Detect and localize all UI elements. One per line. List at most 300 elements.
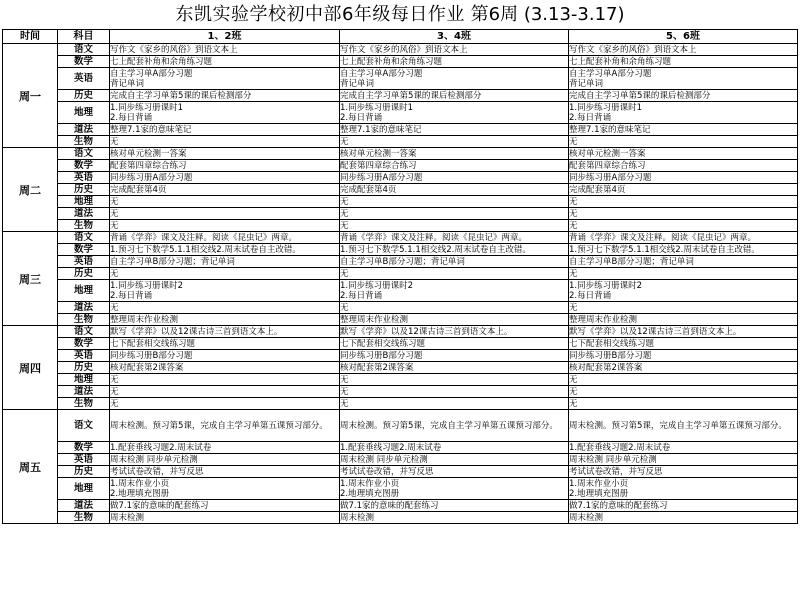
homework-text: 1.配套垂线习题2.周末试卷: [340, 442, 442, 453]
homework-cell-class-1-2: [110, 398, 340, 410]
homework-cell-class-3-4: [340, 442, 569, 454]
homework-cell-class-3-4: [340, 500, 569, 512]
homework-text: 无: [340, 220, 349, 231]
day-label: 周三: [3, 232, 58, 326]
subject-label: 生物: [58, 512, 110, 524]
table-row: [3, 184, 798, 196]
homework-cell-class-1-2: [110, 302, 340, 314]
table-row: [3, 362, 798, 374]
homework-cell-class-1-2: [110, 148, 340, 160]
homework-cell-class-1-2: [110, 56, 340, 68]
homework-text: 1.预习七下数学5.1.1相交线2.周末试卷自主改错。: [340, 244, 531, 255]
homework-cell-class-5-6: [569, 478, 798, 500]
subject-label: 数学: [58, 338, 110, 350]
table-row: [3, 512, 798, 524]
homework-cell-class-5-6: [569, 302, 798, 314]
homework-cell-class-3-4: [340, 160, 569, 172]
table-row: [3, 196, 798, 208]
table-row: [3, 68, 798, 90]
homework-text: 无: [569, 398, 578, 409]
homework-cell-class-1-2: [110, 184, 340, 196]
homework-cell-class-1-2: [110, 326, 340, 338]
homework-text: 七上配套补角和余角练习题: [340, 56, 443, 67]
day-label: 周二: [3, 148, 58, 232]
homework-cell-class-3-4: [340, 410, 569, 442]
homework-cell-class-3-4: [340, 350, 569, 362]
homework-text: 1.预习七下数学5.1.1相交线2.周末试卷自主改错。: [110, 244, 301, 255]
homework-text: 无: [110, 386, 119, 397]
homework-cell-class-5-6: [569, 326, 798, 338]
homework-text: 默写《学弈》以及12课古诗三首到语文本上。: [569, 326, 742, 337]
homework-text: 同步练习册B部分习题: [569, 350, 652, 361]
homework-text: 整理7.1家的意味笔记: [569, 124, 651, 135]
subject-label: 语文: [58, 44, 110, 56]
homework-text: 做7.1家的意味的配套练习: [110, 500, 209, 511]
homework-table: [2, 29, 798, 524]
homework-cell-class-3-4: [340, 268, 569, 280]
header-class-1-2: 1、2班: [110, 30, 340, 44]
homework-text: 同步练习册A部分习题: [569, 172, 652, 183]
homework-cell-class-5-6: [569, 220, 798, 232]
homework-text: 完成配套第4页: [110, 184, 167, 195]
subject-label: 历史: [58, 268, 110, 280]
homework-cell-class-3-4: [340, 302, 569, 314]
homework-cell-class-5-6: [569, 442, 798, 454]
homework-text: 2.每日背诵: [110, 112, 153, 123]
homework-cell-class-5-6: [569, 136, 798, 148]
homework-cell-class-5-6: [569, 386, 798, 398]
homework-cell-class-5-6: [569, 338, 798, 350]
title-range: (3.13-3.17): [523, 4, 625, 25]
homework-cell-class-3-4: [340, 362, 569, 374]
subject-label: 语文: [58, 410, 110, 442]
homework-text: 背记单词: [569, 78, 604, 89]
homework-cell-class-3-4: [340, 184, 569, 196]
homework-cell-class-1-2: [110, 362, 340, 374]
table-row: [3, 326, 798, 338]
subject-label: 数学: [58, 56, 110, 68]
subject-label: 英语: [58, 454, 110, 466]
homework-text: 背诵《学弈》课文及注释。阅读《昆虫记》两章。: [110, 232, 298, 243]
homework-cell-class-1-2: [110, 160, 340, 172]
subject-label: 道法: [58, 500, 110, 512]
header-row: [3, 30, 798, 44]
homework-cell-class-1-2: [110, 350, 340, 362]
homework-text: 1.同步练习册课时1: [110, 102, 184, 113]
homework-text: 七上配套补角和余角练习题: [569, 56, 672, 67]
homework-text: 考试试卷改错，并写反思: [110, 466, 204, 477]
homework-cell-class-1-2: [110, 386, 340, 398]
homework-cell-class-3-4: [340, 148, 569, 160]
homework-cell-class-3-4: [340, 478, 569, 500]
homework-text: 背记单词: [110, 78, 145, 89]
table-row: [3, 160, 798, 172]
homework-cell-class-1-2: [110, 454, 340, 466]
homework-cell-class-1-2: [110, 512, 340, 524]
header-class-5-6: 5、6班: [569, 30, 798, 44]
homework-cell-class-3-4: [340, 280, 569, 302]
header-subject: 科目: [58, 30, 110, 44]
homework-text: 七下配套相交线练习题: [569, 338, 655, 349]
homework-text: 同步练习册B部分习题: [110, 350, 193, 361]
table-row: [3, 410, 798, 442]
homework-text: 无: [110, 208, 119, 219]
homework-text: 完成配套第4页: [569, 184, 626, 195]
subject-label: 历史: [58, 184, 110, 196]
subject-label: 地理: [58, 374, 110, 386]
homework-text: 核对单元检测一答案: [110, 148, 187, 159]
homework-text: 周末检测: [110, 512, 145, 523]
homework-text: 1.配套垂线习题2.周末试卷: [110, 442, 212, 453]
homework-text: 同步练习册A部分习题: [110, 172, 193, 183]
homework-text: 2.地理填充图册: [110, 488, 170, 499]
homework-cell-class-3-4: [340, 512, 569, 524]
subject-label: 数学: [58, 160, 110, 172]
homework-cell-class-5-6: [569, 68, 798, 90]
homework-cell-class-1-2: [110, 220, 340, 232]
table-row: [3, 398, 798, 410]
homework-text: 2.地理填充图册: [340, 488, 400, 499]
homework-cell-class-3-4: [340, 398, 569, 410]
homework-cell-class-3-4: [340, 314, 569, 326]
subject-label: 数学: [58, 442, 110, 454]
homework-text: 整理7.1家的意味笔记: [110, 124, 192, 135]
homework-cell-class-3-4: [340, 386, 569, 398]
homework-text: 背诵《学弈》课文及注释。阅读《昆虫记》两章。: [569, 232, 757, 243]
homework-text: 核对配套第2课答案: [110, 362, 184, 373]
homework-text: 1.周末作业小页: [569, 478, 629, 489]
homework-text: 同步练习册B部分习题: [340, 350, 423, 361]
homework-cell-class-3-4: [340, 124, 569, 136]
subject-label: 英语: [58, 172, 110, 184]
homework-text: 无: [569, 220, 578, 231]
table-row: [3, 124, 798, 136]
homework-text: 2.每日背诵: [340, 112, 383, 123]
subject-label: 英语: [58, 350, 110, 362]
header-time: 时间: [3, 30, 58, 44]
homework-text: 周末检测。预习第5课，完成自主学习单第五课预习部分。: [340, 420, 558, 431]
homework-text: 核对单元检测一答案: [569, 148, 646, 159]
homework-text: 无: [569, 374, 578, 385]
table-row: [3, 208, 798, 220]
subject-label: 历史: [58, 90, 110, 102]
homework-text: 2.地理填充图册: [569, 488, 629, 499]
homework-cell-class-1-2: [110, 208, 340, 220]
table-row: [3, 220, 798, 232]
homework-text: 配套第四章综合练习: [110, 160, 187, 171]
homework-cell-class-3-4: [340, 56, 569, 68]
table-row: [3, 90, 798, 102]
table-row: [3, 466, 798, 478]
homework-text: 无: [110, 268, 119, 279]
subject-label: 语文: [58, 232, 110, 244]
title-week: 第6周: [470, 4, 519, 25]
homework-text: 1.预习七下数学5.1.1相交线2.周末试卷自主改错。: [569, 244, 760, 255]
subject-label: 地理: [58, 478, 110, 500]
homework-text: 自主学习单A部分习题: [340, 68, 423, 79]
table-row: [3, 386, 798, 398]
table-row: [3, 500, 798, 512]
homework-cell-class-3-4: [340, 338, 569, 350]
table-row: [3, 102, 798, 124]
homework-text: 考试试卷改错，并写反思: [340, 466, 434, 477]
homework-cell-class-3-4: [340, 196, 569, 208]
homework-text: 写作文《家乡的风俗》到语文本上: [569, 44, 697, 55]
homework-cell-class-1-2: [110, 500, 340, 512]
homework-cell-class-3-4: [340, 244, 569, 256]
homework-text: 无: [340, 196, 349, 207]
homework-cell-class-5-6: [569, 44, 798, 56]
subject-label: 道法: [58, 386, 110, 398]
subject-label: 地理: [58, 280, 110, 302]
table-row: [3, 136, 798, 148]
subject-label: 历史: [58, 466, 110, 478]
homework-cell-class-3-4: [340, 172, 569, 184]
homework-cell-class-5-6: [569, 256, 798, 268]
homework-text: 整理周末作业检测: [110, 314, 179, 325]
subject-label: 英语: [58, 68, 110, 90]
homework-cell-class-5-6: [569, 208, 798, 220]
homework-text: 七下配套相交线练习题: [340, 338, 426, 349]
table-row: [3, 280, 798, 302]
homework-cell-class-1-2: [110, 280, 340, 302]
homework-cell-class-1-2: [110, 442, 340, 454]
homework-text: 自主学习单B部分习题；背记单词: [110, 256, 235, 267]
homework-text: 周末检测: [340, 512, 375, 523]
homework-text: 周末检测 同步单元检测: [340, 454, 428, 465]
subject-label: 英语: [58, 256, 110, 268]
homework-cell-class-1-2: [110, 172, 340, 184]
subject-label: 语文: [58, 148, 110, 160]
homework-cell-class-3-4: [340, 208, 569, 220]
homework-cell-class-1-2: [110, 102, 340, 124]
table-row: [3, 256, 798, 268]
table-row: [3, 232, 798, 244]
homework-cell-class-5-6: [569, 512, 798, 524]
homework-cell-class-5-6: [569, 102, 798, 124]
homework-text: 默写《学弈》以及12课古诗三首到语文本上。: [340, 326, 513, 337]
homework-text: 同步练习册A部分习题: [340, 172, 423, 183]
table-row: [3, 244, 798, 256]
homework-text: 1.周末作业小页: [340, 478, 400, 489]
homework-text: 1.同步练习册课时2: [340, 280, 414, 291]
table-row: [3, 148, 798, 160]
subject-label: 生物: [58, 136, 110, 148]
homework-cell-class-3-4: [340, 454, 569, 466]
homework-text: 自主学习单A部分习题: [110, 68, 193, 79]
homework-cell-class-5-6: [569, 184, 798, 196]
homework-text: 核对单元检测一答案: [340, 148, 417, 159]
homework-cell-class-1-2: [110, 196, 340, 208]
homework-cell-class-5-6: [569, 196, 798, 208]
table-row: [3, 350, 798, 362]
homework-cell-class-1-2: [110, 44, 340, 56]
homework-text: 无: [569, 136, 578, 147]
homework-cell-class-1-2: [110, 374, 340, 386]
homework-text: 无: [340, 302, 349, 313]
homework-text: 核对配套第2课答案: [569, 362, 643, 373]
homework-cell-class-5-6: [569, 56, 798, 68]
homework-cell-class-5-6: [569, 244, 798, 256]
homework-text: 配套第四章综合练习: [340, 160, 417, 171]
homework-text: 写作文《家乡的风俗》到语文本上: [340, 44, 468, 55]
subject-label: 地理: [58, 196, 110, 208]
homework-text: 完成自主学习单第5课的课后检测部分: [110, 90, 252, 101]
homework-text: 无: [569, 268, 578, 279]
homework-text: 做7.1家的意味的配套练习: [340, 500, 439, 511]
homework-text: 无: [340, 136, 349, 147]
homework-text: 配套第四章综合练习: [569, 160, 646, 171]
homework-text: 2.每日背诵: [340, 290, 383, 301]
homework-cell-class-5-6: [569, 398, 798, 410]
subject-label: 道法: [58, 302, 110, 314]
subject-label: 道法: [58, 208, 110, 220]
homework-cell-class-1-2: [110, 90, 340, 102]
homework-cell-class-5-6: [569, 172, 798, 184]
homework-text: 无: [569, 208, 578, 219]
subject-label: 历史: [58, 362, 110, 374]
homework-cell-class-5-6: [569, 410, 798, 442]
homework-cell-class-5-6: [569, 124, 798, 136]
homework-text: 1.同步练习册课时2: [110, 280, 184, 291]
subject-label: 生物: [58, 314, 110, 326]
subject-label: 生物: [58, 398, 110, 410]
homework-text: 周末检测。预习第5课，完成自主学习单第五课预习部分。: [110, 420, 328, 431]
day-label: 周四: [3, 326, 58, 410]
homework-cell-class-1-2: [110, 256, 340, 268]
homework-cell-class-5-6: [569, 454, 798, 466]
homework-cell-class-5-6: [569, 280, 798, 302]
homework-cell-class-3-4: [340, 102, 569, 124]
homework-text: 整理周末作业检测: [569, 314, 638, 325]
homework-text: 无: [110, 302, 119, 313]
homework-cell-class-1-2: [110, 232, 340, 244]
homework-cell-class-3-4: [340, 256, 569, 268]
subject-label: 语文: [58, 326, 110, 338]
homework-cell-class-1-2: [110, 268, 340, 280]
day-label: 周一: [3, 44, 58, 148]
homework-text: 自主学习单A部分习题: [569, 68, 652, 79]
homework-cell-class-5-6: [569, 268, 798, 280]
homework-cell-class-3-4: [340, 232, 569, 244]
homework-cell-class-5-6: [569, 362, 798, 374]
homework-cell-class-5-6: [569, 314, 798, 326]
homework-text: 写作文《家乡的风俗》到语文本上: [110, 44, 238, 55]
table-row: [3, 338, 798, 350]
homework-text: 无: [110, 196, 119, 207]
homework-table-body: [3, 30, 798, 524]
homework-text: 2.每日背诵: [569, 290, 612, 301]
homework-cell-class-1-2: [110, 410, 340, 442]
table-row: [3, 302, 798, 314]
page-title: [0, 0, 800, 29]
homework-text: 做7.1家的意味的配套练习: [569, 500, 668, 511]
day-label: 周五: [3, 410, 58, 524]
homework-text: 完成自主学习单第5课的课后检测部分: [569, 90, 711, 101]
homework-text: 2.每日背诵: [110, 290, 153, 301]
homework-cell-class-3-4: [340, 326, 569, 338]
homework-cell-class-5-6: [569, 500, 798, 512]
homework-cell-class-1-2: [110, 314, 340, 326]
homework-cell-class-1-2: [110, 478, 340, 500]
header-class-3-4: 3、4班: [340, 30, 569, 44]
homework-text: 背诵《学弈》课文及注释。阅读《昆虫记》两章。: [340, 232, 528, 243]
homework-cell-class-3-4: [340, 90, 569, 102]
homework-text: 无: [340, 208, 349, 219]
table-row: [3, 314, 798, 326]
homework-text: 无: [340, 374, 349, 385]
homework-cell-class-1-2: [110, 338, 340, 350]
homework-cell-class-1-2: [110, 136, 340, 148]
homework-text: 完成自主学习单第5课的课后检测部分: [340, 90, 482, 101]
homework-cell-class-5-6: [569, 148, 798, 160]
subject-label: 数学: [58, 244, 110, 256]
homework-text: 周末检测: [569, 512, 604, 523]
homework-text: 周末检测 同步单元检测: [569, 454, 657, 465]
homework-cell-class-3-4: [340, 466, 569, 478]
homework-cell-class-3-4: [340, 68, 569, 90]
homework-text: 1.同步练习册课时1: [340, 102, 414, 113]
homework-cell-class-5-6: [569, 160, 798, 172]
homework-text: 无: [110, 374, 119, 385]
homework-text: 七上配套补角和余角练习题: [110, 56, 213, 67]
title-main: 东凯实验学校初中部6年级每日作业: [175, 4, 465, 25]
homework-cell-class-1-2: [110, 68, 340, 90]
homework-text: 无: [110, 136, 119, 147]
homework-text: 背记单词: [340, 78, 375, 89]
homework-text: 周末检测。预习第5课，完成自主学习单第五课预习部分。: [569, 420, 787, 431]
homework-text: 无: [340, 386, 349, 397]
homework-cell-class-3-4: [340, 374, 569, 386]
homework-text: 无: [110, 220, 119, 231]
homework-cell-class-3-4: [340, 136, 569, 148]
homework-text: 无: [569, 196, 578, 207]
homework-cell-class-1-2: [110, 244, 340, 256]
homework-cell-class-3-4: [340, 44, 569, 56]
table-row: [3, 454, 798, 466]
homework-text: 无: [340, 268, 349, 279]
homework-text: 1.周末作业小页: [110, 478, 170, 489]
homework-cell-class-5-6: [569, 466, 798, 478]
table-row: [3, 56, 798, 68]
homework-cell-class-5-6: [569, 350, 798, 362]
homework-text: 完成配套第4页: [340, 184, 397, 195]
homework-text: 2.每日背诵: [569, 112, 612, 123]
table-row: [3, 44, 798, 56]
table-row: [3, 172, 798, 184]
subject-label: 道法: [58, 124, 110, 136]
homework-text: 核对配套第2课答案: [340, 362, 414, 373]
homework-text: 无: [110, 398, 119, 409]
homework-text: 默写《学弈》以及12课古诗三首到语文本上。: [110, 326, 283, 337]
homework-text: 1.配套垂线习题2.周末试卷: [569, 442, 671, 453]
table-row: [3, 374, 798, 386]
homework-cell-class-3-4: [340, 220, 569, 232]
homework-text: 无: [569, 386, 578, 397]
subject-label: 生物: [58, 220, 110, 232]
homework-cell-class-5-6: [569, 374, 798, 386]
homework-text: 整理7.1家的意味笔记: [340, 124, 422, 135]
homework-text: 自主学习单B部分习题；背记单词: [569, 256, 694, 267]
homework-cell-class-5-6: [569, 90, 798, 102]
table-row: [3, 478, 798, 500]
homework-text: 无: [569, 302, 578, 313]
table-row: [3, 442, 798, 454]
table-row: [3, 268, 798, 280]
homework-text: 周末检测 同步单元检测: [110, 454, 198, 465]
homework-text: 整理周末作业检测: [340, 314, 409, 325]
homework-text: 七下配套相交线练习题: [110, 338, 196, 349]
